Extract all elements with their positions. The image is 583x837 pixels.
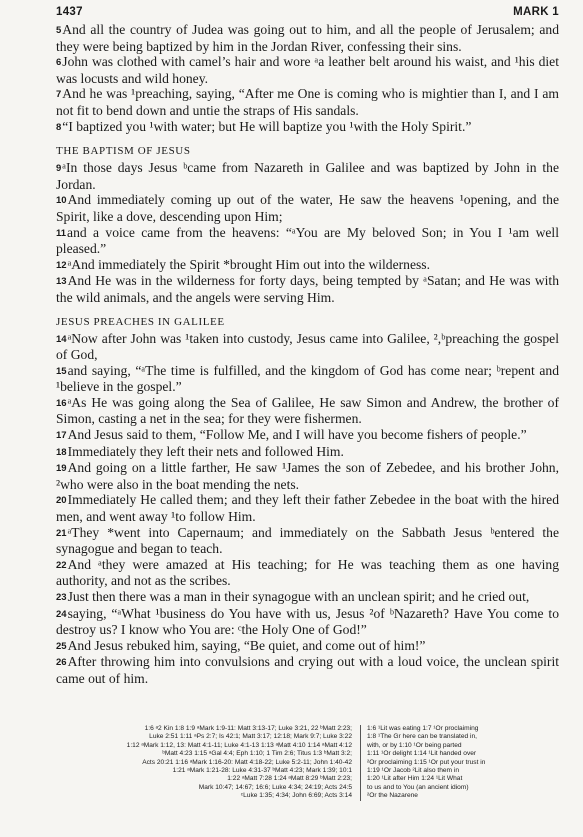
translation-note-line: 1:19 ¹Or Jacob ²Lit also them in [367, 767, 459, 775]
verse-number: 10 [56, 195, 67, 207]
verse-number: 8 [56, 121, 62, 133]
verse-text: “I baptized you ¹with water; but He will baptize you ¹with the Holy Spirit.” [62, 118, 472, 134]
verse-number: 14 [56, 333, 67, 345]
verse-text: John was clothed with camel’s hair and wore ᵃa leather belt around his waist, and ¹his diet was locusts and wild honey. [56, 54, 559, 86]
cross-reference-line: Luke 2:51 1:11 ᵃPs 2:7; Is 42:1; Matt 3:17; 12:18; Mark 9:7; Luke 3:22 [149, 733, 352, 741]
verse-text: And he was ¹preaching, saying, “After me One is coming who is mightier than I, and I am not fit to bend down and untie the straps of His sandals. [56, 86, 559, 118]
verse [56, 225, 559, 257]
verse [56, 492, 559, 524]
verse [56, 444, 559, 461]
verse [56, 257, 559, 274]
verse-number: 15 [56, 365, 67, 377]
verse-text: and a voice came from the heavens: “ᵃYou are My beloved Son; in You I ¹am well pleased.” [56, 224, 559, 257]
verse [56, 363, 559, 395]
verse-text: ᵃAnd immediately the Spirit *brought Him out into the wilderness. [67, 256, 430, 272]
verse [56, 589, 559, 606]
verse-text: And He was in the wilderness for forty days, being tempted by ᵃSatan; and He was with the wild animals, and the angels were serving Him. [56, 273, 559, 305]
cross-references [56, 725, 360, 801]
translation-note-line: 1:6 ¹Lit was eating 1:7 ¹Or proclaiming [367, 725, 479, 732]
cross-reference-line: ᶜLuke 1:35; 4:34; John 6:69; Acts 3:14 [240, 792, 352, 800]
verse [56, 460, 559, 492]
footnotes [56, 725, 559, 801]
verse-text: And all the country of Judea was going out to him, and all the people of Jerusalem; and they were being baptized by him in the Jordan River, confessing their sins. [56, 22, 559, 54]
verse-number: 17 [56, 430, 67, 442]
cross-reference-line: 1:22 ᵃMatt 7:28 1:24 ᵃMatt 8:29 ᵇMatt 2:23; [227, 775, 352, 783]
verse [56, 395, 559, 427]
translation-note-line: 1:8 ¹The Gr here can be translated in, [367, 733, 477, 741]
verse-number: 22 [56, 559, 67, 571]
section-heading: THE BAPTISM OF JESUS [56, 145, 191, 158]
verse [56, 654, 559, 686]
verse [56, 22, 559, 54]
verse [56, 427, 559, 444]
verse-number: 12 [56, 259, 67, 271]
verse-text: And Jesus rebuked him, saying, “Be quiet, and come out of him!” [67, 637, 426, 653]
verse-text: And immediately coming up out of the water, He saw the heavens ¹opening, and the Spirit, like a dove, descending upon Him; [56, 192, 559, 224]
page-number: 1437 [56, 6, 83, 18]
verse [56, 525, 559, 557]
translation-note-line: 1:11 ¹Or delight 1:14 ¹Lit handed over [367, 750, 477, 758]
verse-number: 16 [56, 397, 67, 409]
verse-text: and saying, “ᵃThe time is fulfilled, and the kingdom of God has come near; ᵇrepent and ¹believe in the gospel.” [56, 362, 559, 395]
translation-note-line: ²Or proclaiming 1:15 ¹Or put your trust in [367, 758, 486, 766]
verse-number: 7 [56, 89, 62, 101]
verse [56, 119, 559, 136]
verse [56, 86, 559, 118]
verse-text: And going on a little farther, He saw ¹James the son of Zebedee, and his brother John, ²who were also in the boat mending the nets. [56, 460, 559, 492]
translation-note-line: with, or by 1:10 ¹Or being parted [367, 741, 462, 749]
verse-text: Just then there was a man in their synagogue with an unclean spirit; and he cried out, [67, 589, 530, 604]
verse [56, 331, 559, 363]
verse-number: 21 [56, 527, 67, 539]
verse [56, 192, 559, 224]
verse-number: 5 [56, 25, 62, 36]
verse-text: Immediately they left their nets and followed Him. [67, 443, 344, 459]
translation-note-line: 1:20 ¹Lit after Him 1:24 ¹Lit What [367, 775, 463, 783]
verse-number: 23 [56, 592, 67, 603]
verse-text: ᵃAs He was going along the Sea of Galilee, He saw Simon and Andrew, the brother of Simon, casting a net in the sea; for they were fishermen. [56, 394, 559, 427]
cross-reference-line: Mark 10:47; 14:67; 16:6; Luke 4:34; 24:19; Acts 24:5 [198, 783, 352, 791]
verse-number: 11 [56, 227, 67, 239]
verse [56, 638, 559, 655]
cross-reference-line: Acts 20:21 1:16 ᵃMark 1:16-20: Matt 4:18-22; Luke 5:2-11; John 1:40-42 [142, 758, 352, 766]
verse-text: ᵃIn those days Jesus ᵇcame from Nazareth in Galilee and was baptized by John in the Jordan. [56, 160, 559, 192]
cross-reference-line: ᵇMatt 4:23 1:15 ᵃGal 4:4; Eph 1:10; 1 Tim 2:6; Titus 1:3 ᵇMatt 3:2; [162, 750, 352, 758]
verse-number: 18 [56, 446, 67, 458]
verse-text: saying, “ᵃWhat ¹business do You have with us, Jesus ²of ᵇNazareth? Have You come to destroy us? I know who You are: ᶜthe Holy One of God!” [56, 605, 559, 638]
cross-reference-line: 1:6 ᵃ2 Kin 1:8 1:9 ᵃMark 1:9-11: Matt 3:13-17; Luke 3:21, 22 ᵇMatt 2:23; [144, 725, 352, 732]
verse-number: 13 [56, 276, 67, 288]
verse-number: 20 [56, 495, 67, 507]
verse-number: 9 [56, 163, 62, 175]
book-chapter: MARK 1 [513, 6, 559, 18]
verse-number: 19 [56, 463, 67, 475]
verse-text: After throwing him into convulsions and crying out with a loud voice, the unclean spirit came out of him. [56, 654, 559, 686]
translation-note-line: to us and to You (an ancient idiom) [367, 783, 469, 791]
verse [56, 557, 559, 589]
cross-reference-line: 1:21 ᵃMark 1:21-28: Luke 4:31-37 ᵇMatt 4:23; Mark 1:39; 10:1 [172, 767, 352, 775]
verse [56, 160, 559, 192]
section-heading: JESUS PREACHES IN GALILEE [56, 315, 225, 328]
verse-text: And ᵃthey were amazed at His teaching; for He was teaching them as one having authority, and not as the scribes. [56, 556, 559, 589]
translation-notes [360, 725, 559, 801]
verse [56, 54, 559, 86]
verse-text: Immediately He called them; and they left their father Zebedee in the boat with the hired men, and went away ¹to follow Him. [56, 492, 559, 525]
translation-note-line: ²Or the Nazarene [367, 792, 418, 800]
verse-text: And Jesus said to them, “Follow Me, and I will have you become fishers of people.” [67, 427, 527, 443]
verse-text: ᵃThey *went into Capernaum; and immediately on the Sabbath Jesus ᵇentered the synagogue and began to teach. [56, 524, 559, 557]
verse-number: 26 [56, 657, 67, 669]
verse-number: 6 [56, 57, 62, 69]
scripture-text [56, 22, 559, 687]
verse-number: 24 [56, 608, 67, 620]
cross-reference-line: 1:12 ᵃMark 1:12, 13: Matt 4:1-11; Luke 4:1-13 1:13 ᵃMatt 4:10 1:14 ᵃMatt 4:12 [126, 741, 352, 749]
verse [56, 606, 559, 638]
verse-text: ᵃNow after John was ¹taken into custody, Jesus came into Galilee, ²,ᵇpreaching the gospel of God, [56, 330, 559, 363]
verse-number: 25 [56, 640, 67, 652]
running-header [56, 6, 559, 18]
verse [56, 273, 559, 305]
